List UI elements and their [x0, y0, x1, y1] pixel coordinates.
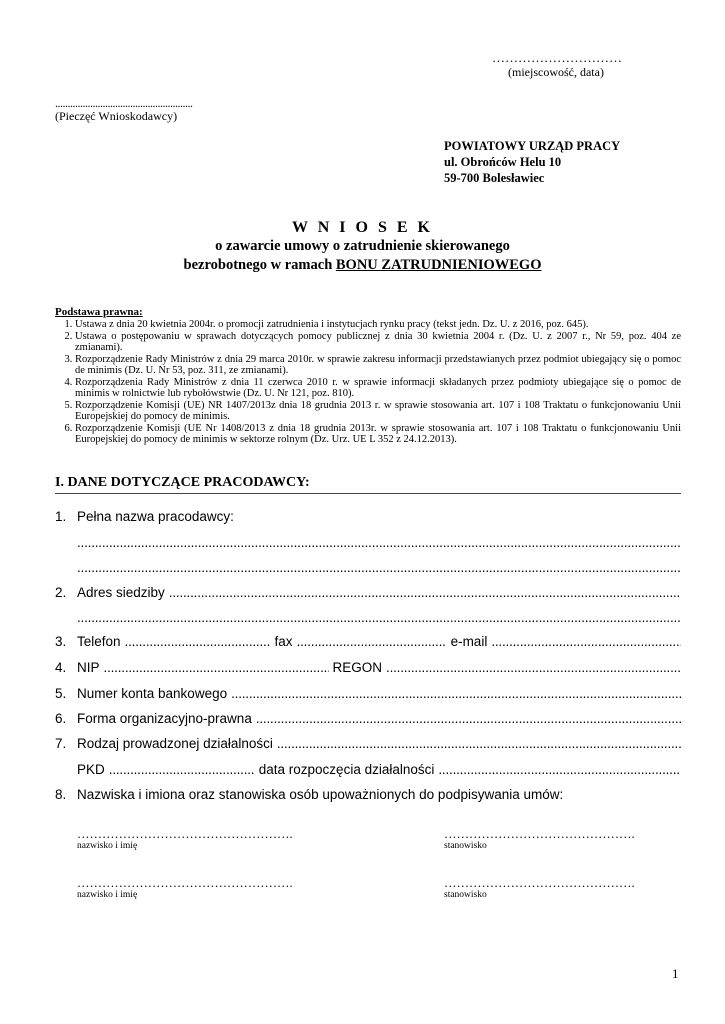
signatory-position-field-2[interactable]: ………………………………………. — [444, 876, 635, 890]
bank-account-row — [55, 684, 681, 704]
field-number: 6. — [55, 711, 67, 726]
signatory-position-label-2: stanowisko — [444, 890, 487, 900]
address-field-2[interactable] — [55, 608, 681, 628]
address-row — [55, 583, 681, 603]
place-date-label: (miejscowość, data) — [508, 65, 604, 79]
signatory-name-field-2[interactable]: ……………………………………………. — [77, 876, 293, 890]
nip-regon-row — [55, 658, 681, 678]
signatory-name-field-1[interactable]: ……………………………………………. — [77, 827, 293, 841]
employer-name-row — [55, 507, 681, 527]
legal-basis-item: 3. Rozporządzenie Rady Ministrów z dnia 29 marca 2010r. w sprawie zakresu informacji przedstawianych przez podmiot ubiegający się o pomoc de minimis (Dz. U. Nr 53, poz. 311, ze zmianami). — [75, 354, 681, 377]
field-number: 8. — [55, 787, 67, 802]
legal-form-row — [55, 709, 681, 729]
employer-name-field-1[interactable] — [55, 533, 681, 553]
legal-basis-list — [55, 319, 681, 446]
legal-basis-item: 1. Ustawa z dnia 20 kwietnia 2004r. o promocji zatrudnienia i instytucjach rynku pracy (tekst jedn. Dz. U. z 2016, poz. 645). — [75, 319, 681, 331]
pkd-row — [55, 760, 681, 780]
signatory-name-label-1: nazwisko i imię — [77, 841, 138, 851]
office-street: ul. Obrońców Helu 10 — [444, 155, 562, 169]
regon-field[interactable] — [386, 658, 681, 678]
address-field[interactable] — [169, 583, 681, 603]
business-type-field[interactable] — [277, 734, 681, 754]
subtitle-prefix: bezrobotnego w ramach — [183, 257, 336, 273]
legal-form-label: Forma organizacyjno-prawna — [77, 711, 252, 726]
contact-row — [55, 632, 681, 652]
employer-name-label: Pełna nazwa pracodawcy: — [77, 509, 234, 524]
legal-basis-item: 2. Ustawa o postępowaniu w sprawach dotyczących pomocy publicznej z dnia 30 kwietnia 2004 r. (Dz. U. z 2007 r., Nr 59, poz. 404 ze zmianami). — [75, 331, 681, 354]
nip-field[interactable] — [104, 658, 329, 678]
signatories-label: Nazwiska i imiona oraz stanowiska osób upoważnionych do podpisywania umów: — [77, 787, 564, 802]
document-subtitle-2 — [0, 257, 725, 274]
bank-account-field[interactable] — [231, 684, 681, 704]
field-number: 2. — [55, 585, 67, 600]
field-number: 1. — [55, 509, 67, 524]
signatory-position-field-1[interactable]: ………………………………………. — [444, 827, 635, 841]
stamp-label: (Pieczęć Wnioskodawcy) — [55, 109, 178, 123]
business-type-label: Rodzaj prowadzonej działalności — [77, 736, 273, 751]
field-number: 4. — [55, 660, 67, 675]
start-date-field[interactable] — [438, 760, 681, 780]
subtitle-underlined: BONU ZATRUDNIENIOWEGO — [335, 257, 542, 273]
pkd-label: PKD — [77, 762, 105, 777]
phone-label: Telefon — [77, 634, 121, 649]
document-title: W N I O S E K — [292, 219, 433, 236]
fill-dots — [77, 608, 681, 628]
office-city: 59-700 Bolesławiec — [444, 171, 545, 185]
start-date-label: data rozpoczęcia działalności — [258, 762, 435, 777]
regon-label: REGON — [332, 660, 383, 675]
pkd-field[interactable] — [109, 760, 255, 780]
field-number: 7. — [55, 736, 67, 751]
employer-name-field-2[interactable] — [55, 558, 681, 578]
fill-dots — [77, 533, 681, 553]
bank-account-label: Numer konta bankowego — [77, 686, 228, 701]
nip-label: NIP — [77, 660, 100, 675]
signatory-position-label-1: stanowisko — [444, 841, 487, 851]
address-label: Adres siedziby — [77, 585, 165, 600]
fax-label: fax — [274, 634, 293, 649]
email-field[interactable] — [491, 632, 681, 652]
document-subtitle-1: o zawarcie umowy o zatrudnienie skierowanego — [215, 238, 510, 254]
email-label: e-mail — [450, 634, 488, 649]
section-divider — [55, 493, 681, 494]
stamp-dots: ....................................................... — [55, 96, 193, 110]
field-number: 5. — [55, 686, 67, 701]
business-type-row — [55, 734, 681, 754]
legal-basis-item: 5. Rozporządzenie Komisji (UE) NR 1407/2013z dnia 18 grudnia 2013 r. w sprawie stosowania art. 107 i 108 Traktatu o funkcjonowaniu Unii Europejskiej do pomocy de minimis. — [75, 400, 681, 423]
legal-basis-heading: Podstawa prawna: — [55, 306, 143, 318]
field-number: 3. — [55, 634, 67, 649]
place-date-dots: ………………………… — [492, 50, 622, 65]
legal-basis-item: 6. Rozporządzenie Komisji (UE Nr 1408/2013 z dnia 18 grudnia 2013r. w sprawie stosowania art. 107 i 108 Traktatu o funkcjonowaniu Unii Europejskiej do pomocy de minimis w sektorze rolnym (Dz. Urz. UE L 352 z 24.12.2013). — [75, 423, 681, 446]
legal-basis-item: 4. Rozporządzenia Rady Ministrów z dnia 11 czerwca 2010 r. w sprawie informacji składanych przez podmioty ubiegające się o pomoc de minimis w rolnictwie lub rybołówstwie (Dz. U. Nr 121, poz. 810). — [75, 377, 681, 400]
signatories-row — [55, 785, 681, 805]
legal-form-field[interactable] — [256, 709, 681, 729]
phone-field[interactable] — [125, 632, 271, 652]
page-number: 1 — [672, 966, 679, 981]
office-name: POWIATOWY URZĄD PRACY — [444, 139, 621, 153]
signatory-name-label-2: nazwisko i imię — [77, 890, 138, 900]
section-heading: I. DANE DOTYCZĄCE PRACODAWCY: — [55, 475, 310, 490]
fax-field[interactable] — [297, 632, 447, 652]
fill-dots — [77, 558, 681, 578]
